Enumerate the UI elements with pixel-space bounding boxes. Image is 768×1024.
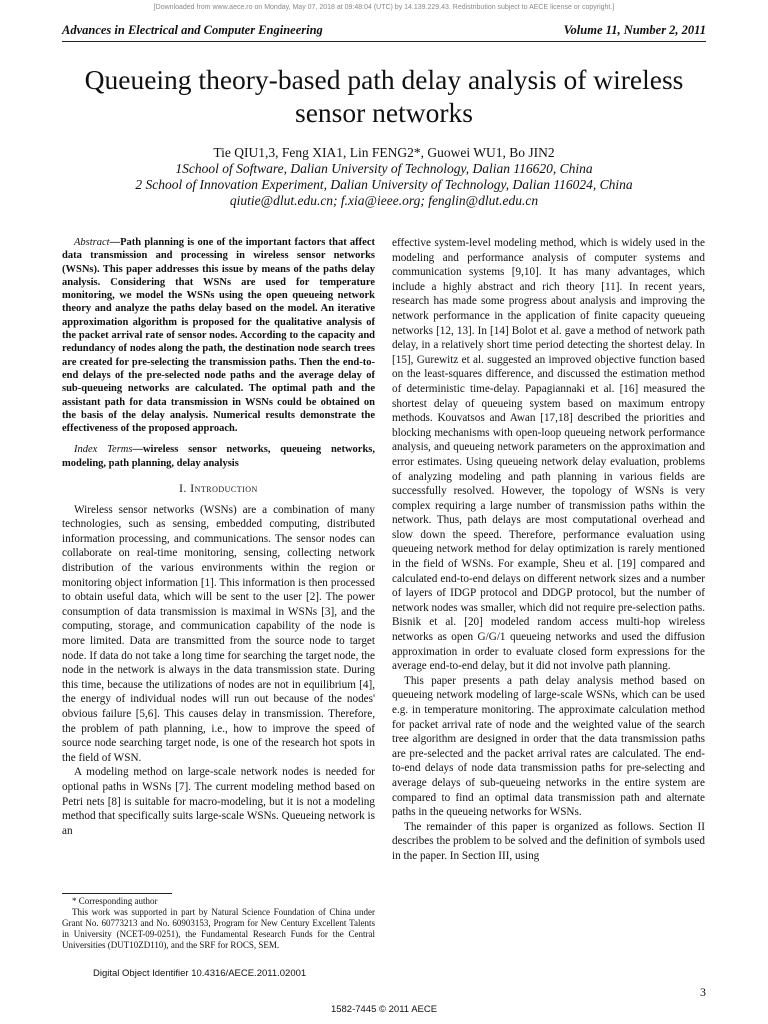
footnote-rule <box>62 893 172 894</box>
section-title: Introduction <box>190 483 258 496</box>
author-emails: qiutie@dlut.edu.cn; f.xia@ieee.org; fenglin@dlut.edu.cn <box>229 193 539 208</box>
volume-info: Volume 11, Number 2, 2011 <box>563 23 706 37</box>
author-names: Tie QIU1,3, Feng XIA1, Lin FENG2*, Guowei WU1, Bo JIN2 <box>213 145 555 160</box>
journal-name: Advances in Electrical and Computer Engineering <box>62 23 323 37</box>
abstract-text: —Path planning is one of the important factors that affect data transmission and processing in wireless sensor networks (WSNs). This paper addresses this issue by means of the paths delay analysis. Considering that WSNs are used for temperature monitoring, we model the WSNs using the open queueing network theory and analyze the paths delay based on the model. An iterative approximation algorithm is proposed for the qualitative analysis of the packet arrival rate of sensor nodes. According to the capacity and redundancy of nodes along the path, the destination node search trees are created for pre-selecting the transmission paths. Then the end-to-end delays of the pre-selected node paths and the average delay of sub-queueing networks are calculated. The optimal path and the assistant path for data transmission in WSNs could be obtained on the basis of the delay analysis. Numerical results demonstrate the effectiveness of the proposed approach. <box>62 237 375 435</box>
body-paragraph: effective system-level modeling method, which is widely used in the modeling and performance analysis of computer systems and communication systems [9,10]. It has many advantages, which include a highly abstract and rich theory [11]. In recent years, research has made some progress about analysis and improving the network performance in the application of finite capacity queueing networks [12, 13]. In [14] Bolot et al. gave a method of network path delay, in a relatively short time period detecting the shortest delay. In [15], Gurewitz et al. suggested an improved objective function based on the least-squares difference, and discussed the estimation method of deterministic time-delay. Papagiannaki et al. [16] measured the shortest delay of queueing system based on maximum entropy methods. Kouvatsos and Awan [17,18] described the priorities and blocking mechanisms with open-loop queueing network performance analysis, and queueing network parameters on the approximation and error estimates. Using queueing network delay evaluation, problems of analyzing modeling and path planning in various fields are successfully resolved. However, the topology of WSNs is very complex requiring a large number of transmission paths within the network. Thus, path delays are most computational overhead and slow down the speed. Therefore, performance evaluation using queueing network method for delay optimization is rarely mentioned in the field of WSNs. For example, Sheu et al. [19] compared and calculated end-to-end delays on different network sizes and a number of layers of IDGP protocol and DDGP protocol, but the number of network nodes was smaller, which did not require pre-selection paths. Bisnik et al. [20] modeled random access multi-hop wireless networks as open G/G/1 queueing networks and used the diffusion approximation in order to evaluate closed form expressions for the average end-to-end delay, but it did not involve path planning. <box>392 237 705 673</box>
abstract <box>62 236 375 435</box>
header-rule <box>62 41 706 42</box>
index-terms <box>62 443 375 470</box>
section-heading-introduction <box>62 482 375 497</box>
body-paragraph: The remainder of this paper is organized as follows. Section II describes the problem to be solved and the definition of symbols used in the paper. In Section III, using <box>392 820 705 862</box>
issn-copyright: 1582-7445 © 2011 AECE <box>330 1004 438 1015</box>
affiliation-1: 1School of Software, Dalian University of Technology, Dalian 116620, China <box>175 161 593 176</box>
author-block <box>62 145 706 209</box>
download-notice: [Downloaded from www.aece.ro on Monday, May 07, 2018 at 09:48:04 (UTC) by 14.139.229.43. Redistribution subject to AECE license or copyright.] <box>153 4 615 11</box>
index-terms-text: —wireless sensor networks, queueing networks, modeling, path planning, delay analysis <box>62 444 376 469</box>
right-column <box>392 236 705 864</box>
abstract-label: Abstract <box>74 237 110 248</box>
affiliation-2: 2 School of Innovation Experiment, Dalian University of Technology, Dalian 116024, China <box>135 177 633 192</box>
corresponding-author-note: * Corresponding author <box>72 896 158 906</box>
body-paragraph: Wireless sensor networks (WSNs) are a combination of many technologies, such as sensing, embedded computing, distributed information processing, and communications. The sensor nodes can collaborate on real-time monitoring, sensing, collecting network distribution of the various environments within the region or monitoring object information [1]. This information is then processed to obtain useful data, which will be sent to the user [2]. The power consumption of data transmission is maximal in WSNs [3], and the computing, storage, and communication capability of the node is more limited. Data are transmitted from the source node to target node. If data do not take a long time for searching the target node, the node in the network is always in the data transmission state. During this time, because the utilizations of nodes are not in equilibrium [4], the energy of individual nodes will run out because of the nodes' obvious failure [5,6]. This causes delay in transmission. Therefore, the problem of path planning, i.e., how to improve the speed of source node searching target node, is one of the research hot spots in the field of WSN. <box>62 503 375 764</box>
doi-identifier: Digital Object Identifier 10.4316/AECE.2011.02001 <box>93 968 307 979</box>
funding-note: This work was supported in part by Natural Science Foundation of China under Grant No. 60773213 and No. 60903153, Program for New Century Excellent Talents in University (NCET-09-0251), the Fundamental Research Funds for the Central Universities (DUT10ZD110), and the SRF for ROCS, SEM. <box>62 907 375 950</box>
left-column <box>62 236 375 838</box>
body-paragraph: A modeling method on large-scale network nodes is needed for optional paths in WSNs [7]. The current modeling method based on Petri nets [8] is suitable for macro-modeling, but it is not a modeling method that specifically suits large-scale WSNs. Queueing network is an <box>62 766 375 837</box>
page-number: 3 <box>700 985 706 999</box>
section-number: I. <box>179 483 187 496</box>
paper-title: Queueing theory-based path delay analysis of wireless sensor networks <box>84 64 684 128</box>
running-header <box>62 23 706 38</box>
footnotes <box>62 896 375 951</box>
body-paragraph: This paper presents a path delay analysis method based on queueing network modeling of large-scale WSNs, which can be used e.g. in temperature monitoring. The approximate calculation method for packet arrival rate of node and the weighted value of the search tree algorithm are designed in order that the data transmission paths are pre-selected and the packet arrival rates are calculated. The end-to-end delays of node data transmission paths for pre-selecting and average delays of sub-queueing networks in the entire system are compared to find an optimal data transmission path and alternate paths in the queueing networks for WSNs. <box>392 674 705 819</box>
index-terms-label: Index Terms <box>74 444 133 456</box>
